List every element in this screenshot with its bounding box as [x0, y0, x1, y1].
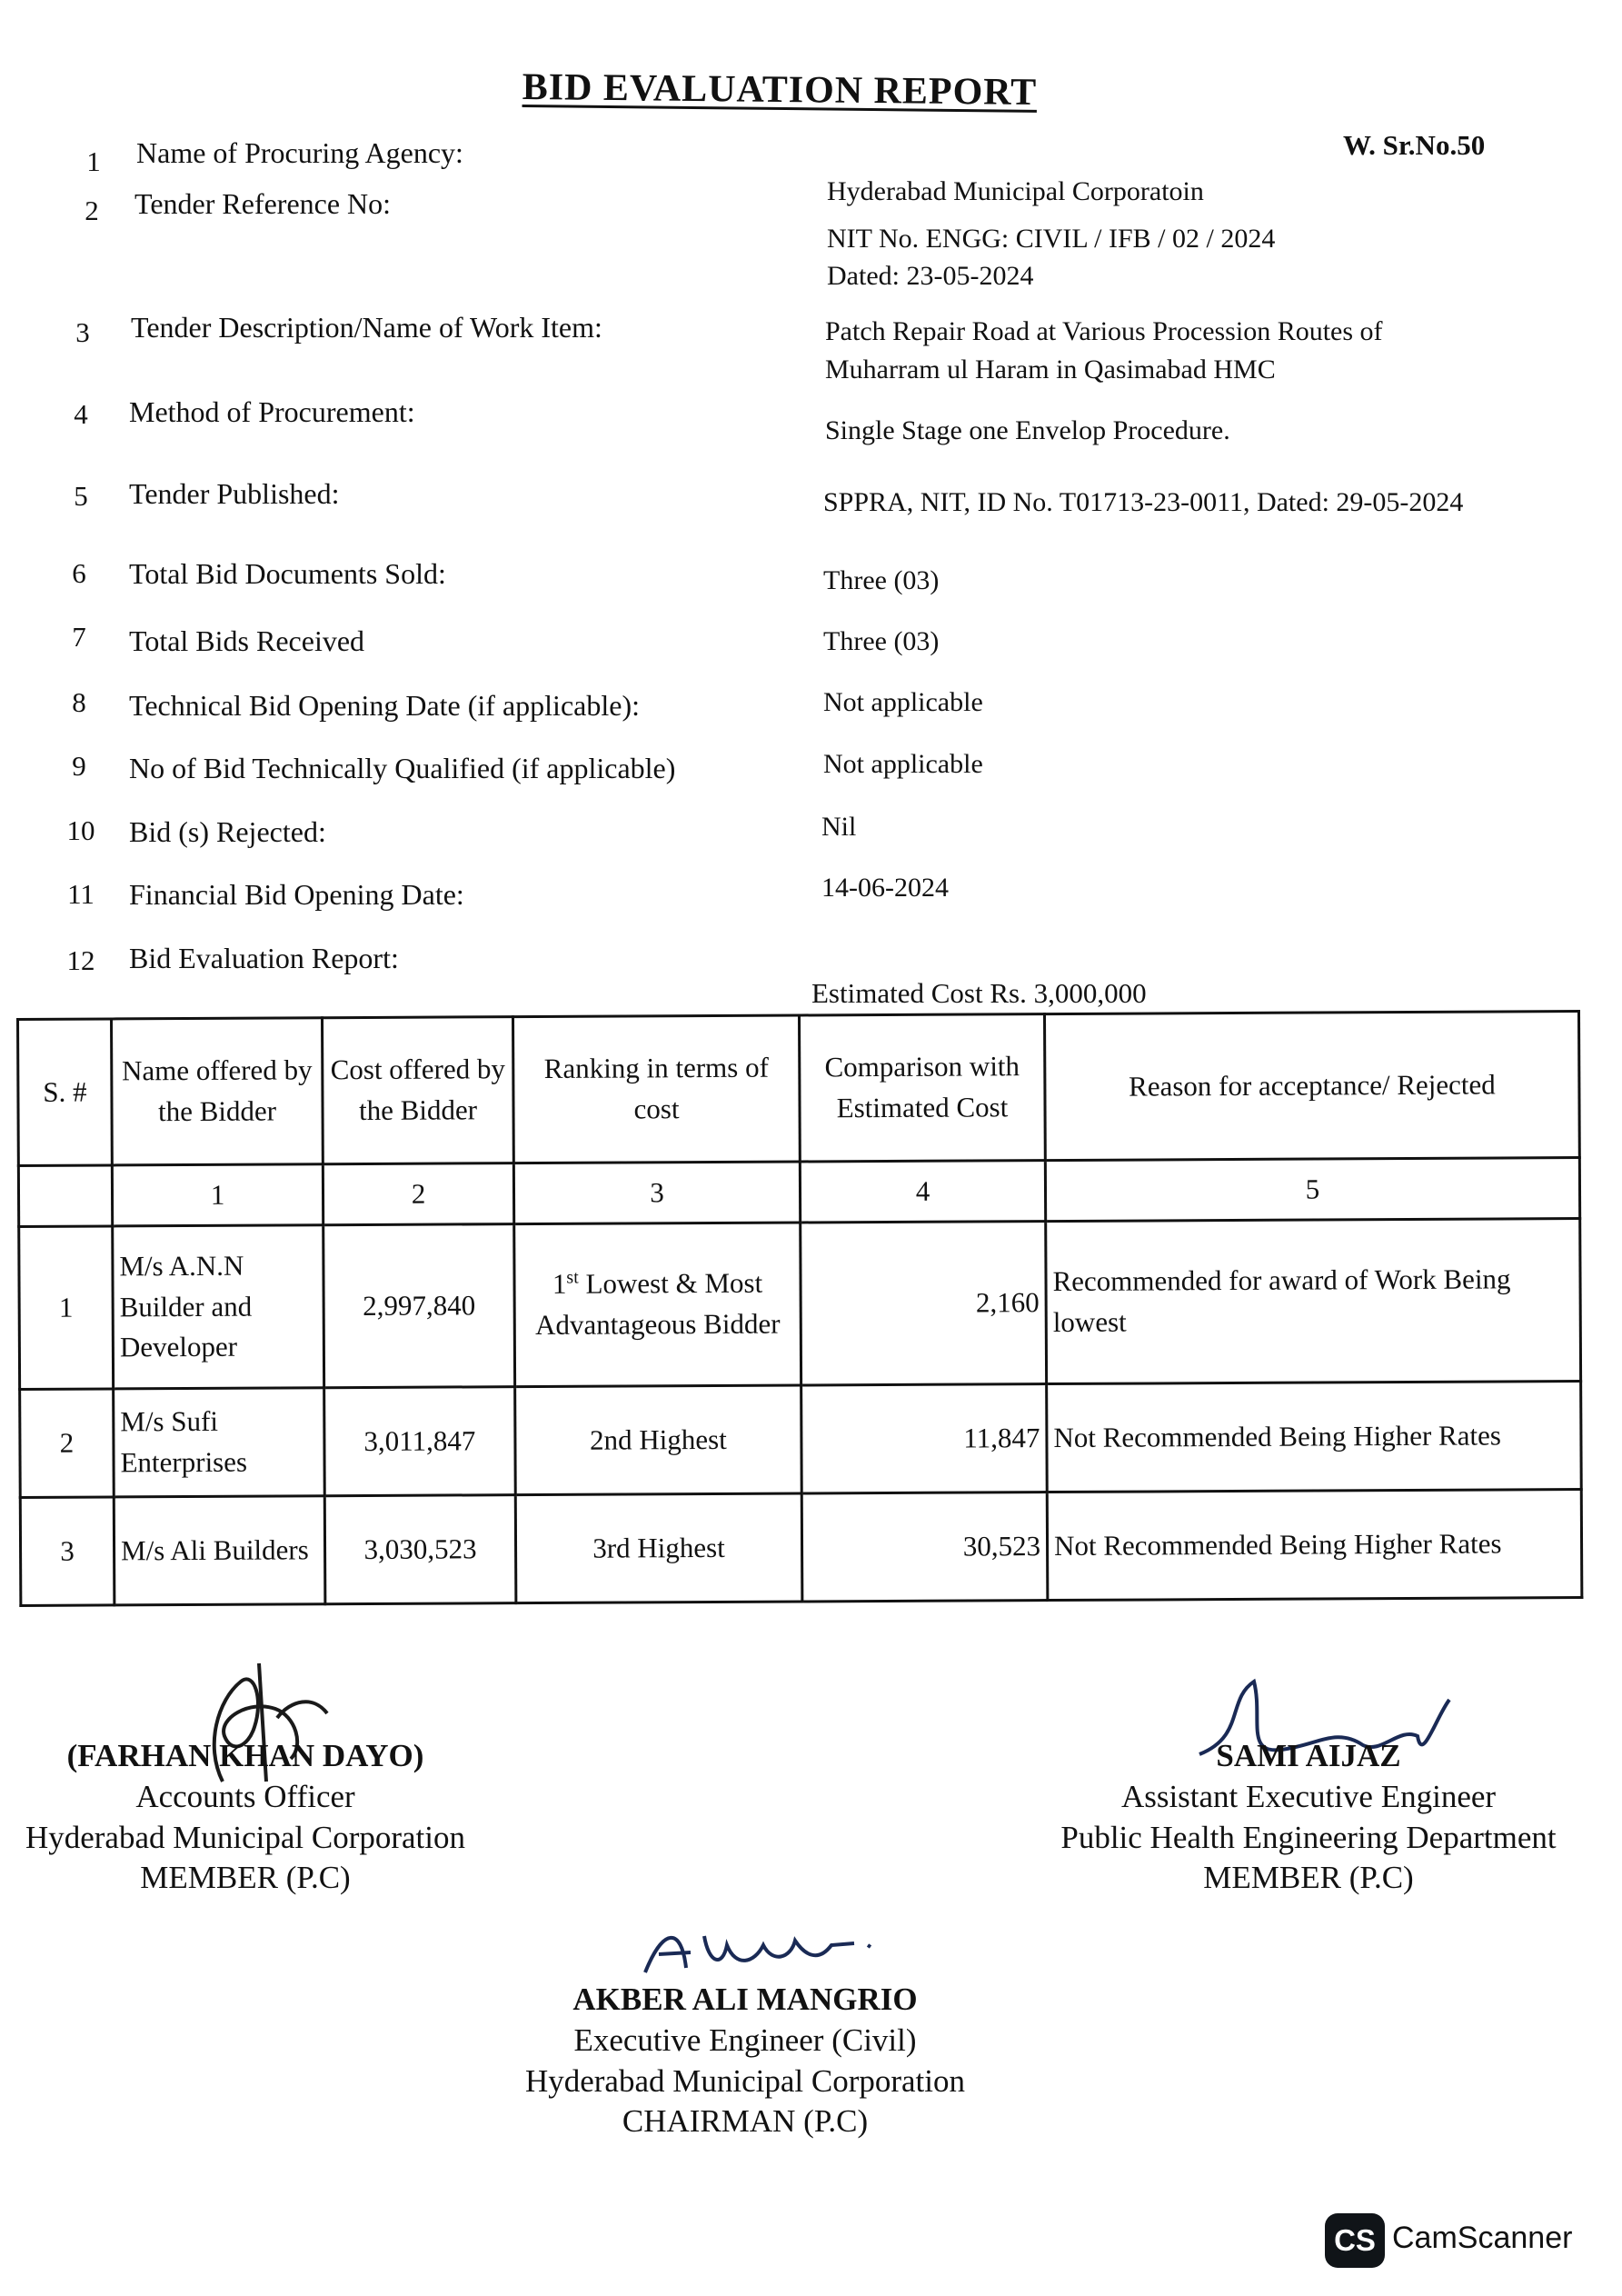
signatory-org: Hyderabad Municipal Corporation	[25, 1819, 466, 1855]
row-bidder-name: M/s Ali Builders	[114, 1496, 325, 1605]
signatory-member: CHAIRMAN (P.C)	[622, 2103, 869, 2140]
item-number: 2	[85, 195, 99, 226]
signatory-role: Executive Engineer (Civil)	[573, 2021, 917, 2058]
item-label: Total Bids Received	[129, 624, 365, 657]
header-reason: Reason for acceptance/ Rejected	[1044, 1011, 1579, 1160]
row-serial: 1	[19, 1226, 114, 1390]
row-reason: Recommended for award of Work Being lowest	[1046, 1218, 1581, 1383]
item-number: 12	[66, 944, 95, 976]
row-ranking: 2nd Highest	[515, 1385, 802, 1495]
bid-table	[16, 1010, 1583, 1607]
table-row	[20, 1381, 1582, 1497]
item-number: 5	[74, 480, 88, 512]
item-number: 10	[66, 814, 95, 846]
header-ranking: Ranking in terms of cost	[513, 1015, 801, 1163]
row-bidder-name: M/s Sufi Enterprises	[114, 1388, 325, 1497]
rank-text: Lowest & Most Advantageous Bidder	[534, 1266, 781, 1342]
signatory-name: (FARHAN KHAN DAYO)	[66, 1738, 424, 1773]
header-comparison: Comparison with Estimated Cost	[799, 1014, 1045, 1162]
row-cost: 2,997,840	[323, 1224, 515, 1388]
item-value: Patch Repair Road at Various Procession Routes of	[825, 316, 1383, 346]
index-cell: 5	[1045, 1157, 1579, 1221]
estimated-cost: Estimated Cost Rs. 3,000,000	[811, 977, 1147, 1009]
row-ranking	[514, 1223, 801, 1387]
item-number: 4	[74, 398, 88, 430]
index-cell: 3	[513, 1162, 800, 1224]
signatory-role: Assistant Executive Engineer	[1120, 1778, 1497, 1814]
index-cell: 1	[112, 1164, 323, 1226]
item-label: Total Bid Documents Sold:	[129, 557, 446, 590]
item-number: 8	[72, 686, 86, 718]
row-comparison: 2,160	[801, 1222, 1047, 1385]
column-index-row	[18, 1157, 1579, 1226]
item-value: NIT No. ENGG: CIVIL / IFB / 02 / 2024	[827, 224, 1276, 254]
item-number: 3	[75, 316, 90, 348]
index-cell: 2	[323, 1163, 513, 1225]
signatory-org: Public Health Engineering Department	[1060, 1819, 1557, 1855]
item-value: 14-06-2024	[821, 873, 949, 903]
row-cost: 3,011,847	[324, 1387, 516, 1496]
signatory-member: MEMBER (P.C)	[1203, 1860, 1414, 1896]
item-label: Method of Procurement:	[129, 395, 415, 428]
signatory-name: AKBER ALI MANGRIO	[572, 1982, 918, 2017]
row-ranking: 3rd Highest	[515, 1493, 802, 1603]
signatory-right	[1018, 1736, 1599, 1899]
rank-superscript: st	[566, 1267, 579, 1288]
item-label: Name of Procuring Agency:	[136, 136, 463, 169]
item-label: Bid Evaluation Report:	[129, 942, 399, 974]
item-label: No of Bid Technically Qualified (if applicable)	[129, 752, 676, 784]
item-label: Tender Published:	[129, 477, 340, 510]
item-number: 11	[67, 878, 95, 910]
index-cell: 4	[800, 1161, 1045, 1223]
signatory-name: SAMI AIJAZ	[1216, 1738, 1401, 1773]
item-value: Not applicable	[823, 687, 983, 717]
signatory-member: MEMBER (P.C)	[140, 1860, 351, 1896]
signatory-center	[473, 1980, 1018, 2142]
rank-number: 1	[552, 1267, 567, 1300]
item-value: Single Stage one Envelop Procedure.	[825, 415, 1230, 445]
table-header-row	[18, 1011, 1580, 1165]
item-value: Nil	[821, 812, 857, 842]
table-row	[20, 1489, 1582, 1605]
header-name: Name offered by the Bidder	[112, 1018, 323, 1165]
row-comparison: 11,847	[801, 1384, 1048, 1493]
item-value-date: Dated: 23-05-2024	[827, 261, 1034, 291]
item-number: 6	[72, 557, 86, 589]
item-number: 9	[72, 750, 86, 782]
table-row	[19, 1218, 1581, 1389]
item-value-line2: Muharram ul Haram in Qasimabad HMC	[825, 354, 1276, 384]
row-bidder-name: M/s A.N.N Builder and Developer	[113, 1225, 324, 1389]
signatory-role: Accounts Officer	[135, 1778, 355, 1814]
item-number: 7	[72, 621, 86, 653]
item-value: Not applicable	[823, 749, 983, 779]
report-title: BID EVALUATION REPORT	[522, 65, 1038, 114]
row-comparison: 30,523	[801, 1492, 1048, 1602]
row-reason: Not Recommended Being Higher Rates	[1047, 1381, 1582, 1492]
signatory-left	[18, 1736, 473, 1899]
camscanner-logo-icon: CS	[1325, 2213, 1385, 2268]
index-cell-empty	[18, 1165, 112, 1227]
item-label: Technical Bid Opening Date (if applicable):	[129, 689, 640, 722]
item-value: Hyderabad Municipal Corporatoin	[827, 176, 1204, 206]
serial-number: W. Sr.No.50	[1343, 129, 1486, 161]
item-value: Three (03)	[823, 565, 940, 595]
header-serial: S. #	[18, 1019, 113, 1166]
item-value: SPPRA, NIT, ID No. T01713-23-0011, Dated: 29-05-2024	[823, 487, 1464, 517]
signatory-org: Hyderabad Municipal Corporation	[524, 2062, 966, 2099]
row-cost: 3,030,523	[324, 1495, 516, 1604]
row-serial: 3	[20, 1497, 114, 1606]
item-number: 1	[86, 145, 101, 177]
item-label: Tender Reference No:	[134, 187, 392, 220]
row-reason: Not Recommended Being Higher Rates	[1047, 1489, 1582, 1600]
header-cost: Cost offered by the Bidder	[323, 1017, 514, 1164]
camscanner-text: CamScanner	[1392, 2221, 1573, 2255]
item-label: Financial Bid Opening Date:	[129, 878, 464, 911]
item-value: Three (03)	[823, 626, 940, 656]
row-serial: 2	[20, 1389, 114, 1498]
item-label: Bid (s) Rejected:	[129, 815, 326, 848]
item-label: Tender Description/Name of Work Item:	[131, 311, 602, 344]
